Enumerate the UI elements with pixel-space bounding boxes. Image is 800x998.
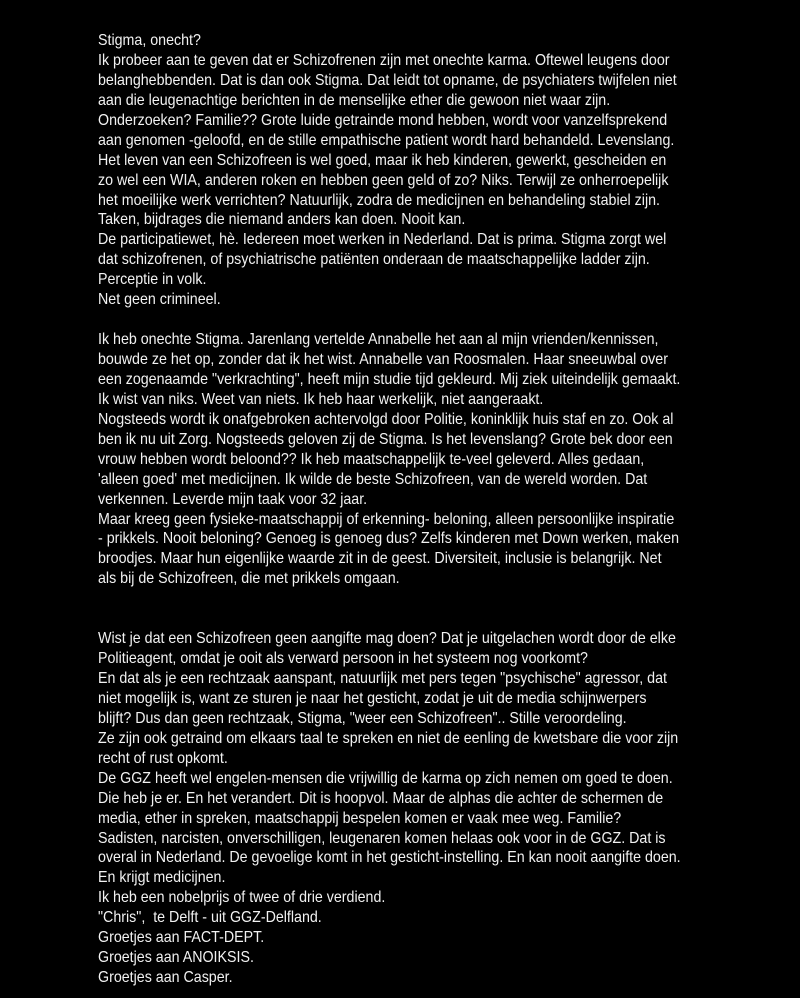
text-line: ben ik nu uit Zorg. Nogsteeds geloven zij de Stigma. Is het levenslang? Grote bek door een — [98, 430, 673, 448]
text-line: De GGZ heeft wel engelen-mensen die vrijwillig de karma op zich nemen om goed te doen. — [98, 769, 673, 787]
text-line: Ik heb een nobelprijs of twee of drie verdiend. — [98, 889, 386, 907]
text-line: overal in Nederland. De gevoelige komt in het gesticht-instelling. En kan nooit aangifte doen. — [98, 849, 681, 867]
greeting-line: Groetjes aan Casper. — [98, 969, 233, 987]
text-line: het moeilijke werk verrichten? Natuurlijk, zodra de medicijnen en behandeling stabiel zijn. — [98, 191, 660, 209]
text-line: Sadisten, narcisten, onverschilligen, leugenaren komen helaas ook voor in de GGZ. Dat is — [98, 829, 666, 847]
text-line: Onderzoeken? Familie?? Grote luide getrainde mond hebben, wordt voor vanzelfsprekend — [98, 111, 668, 129]
text-line: als bij de Schizofreen, die met prikkels omgaan. — [98, 570, 400, 588]
text-line: niet mogelijk is, want ze sturen je naar het gesticht, zodat je uit de media schijnwerpers — [98, 689, 647, 707]
paragraph-spacer — [98, 310, 681, 330]
text-line: zo wel een WIA, anderen roken en hebben geen geld of zo? Niks. Terwijl ze onherroepelijk — [98, 171, 669, 189]
text-line: Nogsteeds wordt ik onafgebroken achtervolgd door Politie, koninklijk huis staf en zo. Ook al — [98, 410, 674, 428]
text-line: vrouw hebben wordt beloond?? Ik heb maatschappelijk te-veel geleverd. Alles gedaan, — [98, 450, 645, 468]
text-line: bouwde ze het op, zonder dat ik het wist. Annabelle van Roosmalen. Haar sneeuwbal over — [98, 351, 668, 368]
text-line: - prikkels. Nooit beloning? Genoeg is genoeg dus? Zelfs kinderen met Down werken, maken — [98, 530, 679, 548]
document-title: Stigma, onecht? — [98, 32, 201, 49]
text-line: Taken, bijdrages die niemand anders kan doen. Nooit kan. — [98, 211, 466, 229]
text-line: recht of rust opkomt. — [98, 749, 228, 767]
text-line: Ik probeer aan te geven dat er Schizofrenen zijn met onechte karma. Oftewel leugens door — [98, 51, 670, 69]
text-line: belanghebbenden. Dat is dan ook Stigma. Dat leidt tot opname, de psychiaters twijfelen niet — [98, 71, 677, 89]
paragraph-2 — [98, 330, 681, 589]
text-line: broodjes. Maar hun eigenlijke waarde zit in de geest. Diversiteit, inclusie is belangrijk. Net — [98, 550, 662, 568]
text-line: De participatiewet, hè. Iedereen moet werken in Nederland. Dat is prima. Stigma zorgt wel — [98, 231, 667, 249]
text-line: media, ether in spreken, maatschappij bespelen komen er vaak mee weg. Familie? — [98, 809, 622, 827]
text-line: Wist je dat een Schizofreen geen aangifte mag doen? Dat je uitgelachen wordt door de elke — [98, 630, 676, 648]
text-line: dat schizofrenen, of psychiatrische patiënten onderaan de maatschappelijke ladder zijn. — [98, 251, 650, 269]
text-line: Ik wist van niks. Weet van niets. Ik heb haar werkelijk, niet aangeraakt. — [98, 390, 544, 408]
paragraph-spacer — [98, 609, 681, 629]
paragraph-spacer — [98, 589, 681, 609]
greeting-line: Groetjes aan ANOIKSIS. — [98, 949, 254, 967]
text-line: En krijgt medicijnen. — [98, 869, 226, 887]
text-line: Ze zijn ook getraind om elkaars taal te spreken en niet de eenling de kwetsbare die voor zijn — [98, 729, 679, 747]
text-line: blijft? Dus dan geen rechtzaak, Stigma, "weer een Schizofreen".. Stille veroordeling. — [98, 709, 627, 727]
text-line: Net geen crimineel. — [98, 291, 221, 309]
text-line: Politieagent, omdat je ooit als verward persoon in het systeem nog voorkomt? — [98, 650, 588, 668]
text-line: Maar kreeg geen fysieke-maatschappij of erkenning- beloning, alleen persoonlijke inspiratie — [98, 510, 675, 528]
paragraph-1 — [98, 51, 681, 310]
signature-line: "Chris", te Delft - uit GGZ-Delfland. — [98, 909, 322, 927]
text-line: Die heb je er. En het verandert. Dit is hoopvol. Maar de alphas die achter de schermen de — [98, 789, 664, 807]
text-line: aan die leugenachtige berichten in de menselijke ether die gewoon niet waar zijn. — [98, 91, 611, 109]
text-line: En dat als je een rechtzaak aanspant, natuurlijk met pers tegen "psychische" agressor, dat — [98, 670, 667, 687]
text-line: Perceptie in volk. — [98, 271, 207, 289]
text-line: verkennen. Leverde mijn taak voor 32 jaar. — [98, 490, 368, 508]
text-line: Ik heb onechte Stigma. Jarenlang vertelde Annabelle het aan al mijn vrienden/kennissen, — [98, 331, 659, 349]
document-body — [98, 31, 681, 988]
text-line: Het leven van een Schizofreen is wel goed, maar ik heb kinderen, gewerkt, gescheiden en — [98, 151, 667, 169]
greeting-line: Groetjes aan FACT-DEPT. — [98, 929, 265, 947]
text-line: een zogenaamde "verkrachting", heeft mijn studie tijd gekleurd. Mij ziek uiteindelijk gemaakt. — [98, 370, 681, 388]
paragraph-3 — [98, 629, 681, 988]
text-line: aan genomen -geloofd, en de stille empathische patient wordt hard behandeld. Levenslang. — [98, 131, 675, 149]
text-line: 'alleen goed' met medicijnen. Ik wilde de beste Schizofreen, van de wereld worden. Dat — [98, 470, 648, 488]
